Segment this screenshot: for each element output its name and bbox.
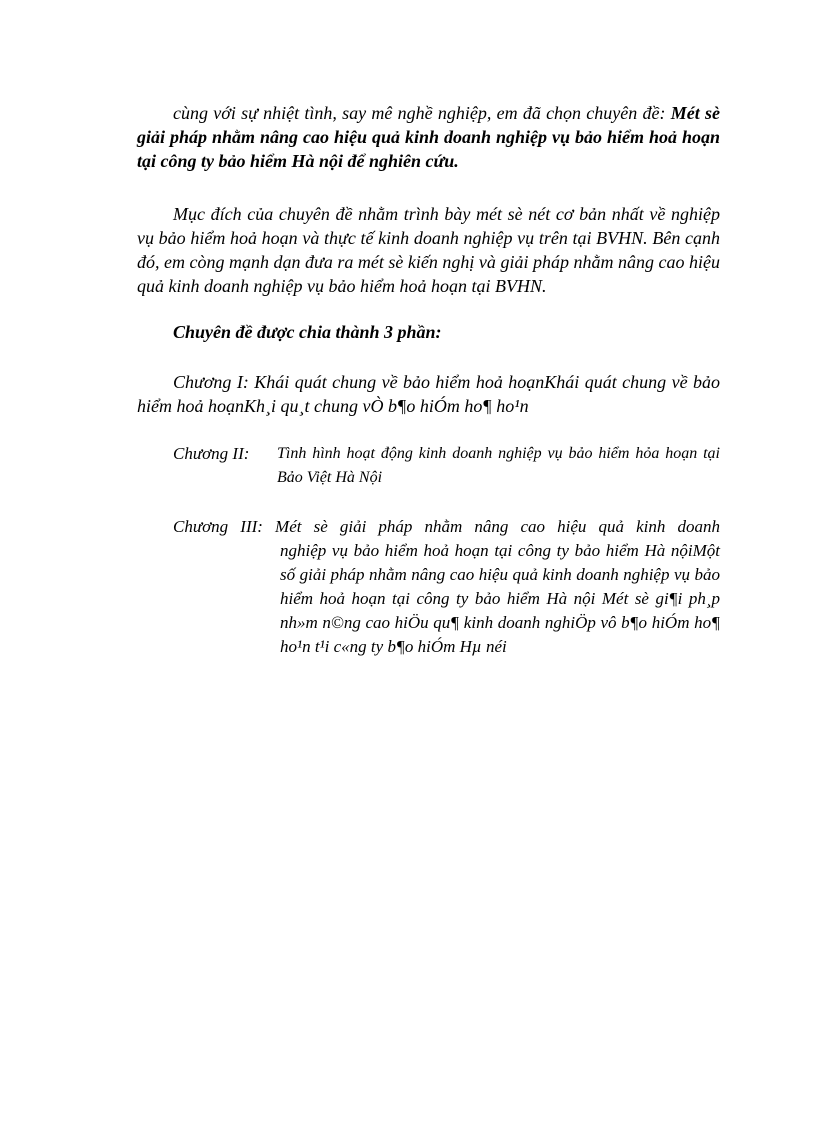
intro-lead: cùng với sự nhiệt tình, say mê nghề nghiệp, em đã chọn chuyên đề: <box>173 103 671 123</box>
chapter-3-title-start: Mét sè giải pháp nhằm nâng cao hiệu quả kinh doanh <box>275 517 720 536</box>
purpose-paragraph: Mục đích của chuyên đề nhằm trình bày mét sè nét cơ bản nhất về nghiệp vụ bảo hiểm hoả hoạn và thực tế kinh doanh nghiệp vụ trên tại BVHN. Bên cạnh đó, em còng mạnh dạn đưa ra mét sè kiến nghị và giải pháp nhằm nâng cao hiệu quả kinh doanh nghiệp vụ bảo hiểm hoả hoạn tại BVHN. <box>137 204 720 296</box>
chapter-3-first-line <box>173 515 720 539</box>
chapter-3-title: nghiệp vụ bảo hiểm hoả hoạn tại công ty bảo hiểm Hà nộiMột số giải pháp nhằm nâng cao hiệu quả kinh doanh nghiệp vụ bảo hiểm hoả hoạn tại công ty bảo hiểm Hà nội Mét sè gi¶i ph¸p nh»m n©ng cao hiÖu qu¶ kinh doanh nghiÖp vô b¶o hiÓm ho¶ ho¹n t¹i c«ng ty b¶o hiÓm Hµ néi <box>280 541 720 656</box>
chapter-1-paragraph: Chương I: Khái quát chung về bảo hiểm hoả hoạnKhái quát chung về bảo hiểm hoả hoạnKh¸i qu¸t chung vÒ b¶o hiÓm ho¶ ho¹n <box>137 372 720 416</box>
chapter-2-title: Tình hình hoạt động kinh doanh nghiệp vụ bảo hiểm hỏa hoạn tại Bảo Việt Hà Nội <box>277 445 720 486</box>
structure-heading: Chuyên đề được chia thành 3 phần: <box>173 322 442 342</box>
chapter-2-label: Chương II: <box>173 444 250 463</box>
chapter-3-label: Chương III: <box>173 517 263 536</box>
intro-paragraph <box>137 101 720 173</box>
topic-title: Mét sè giải pháp nhằm nâng cao hiệu quả kinh doanh nghiệp vụ bảo hiểm hoả hoạn tại công ty bảo hiểm Hà nội để nghiên cứu. <box>137 103 720 171</box>
